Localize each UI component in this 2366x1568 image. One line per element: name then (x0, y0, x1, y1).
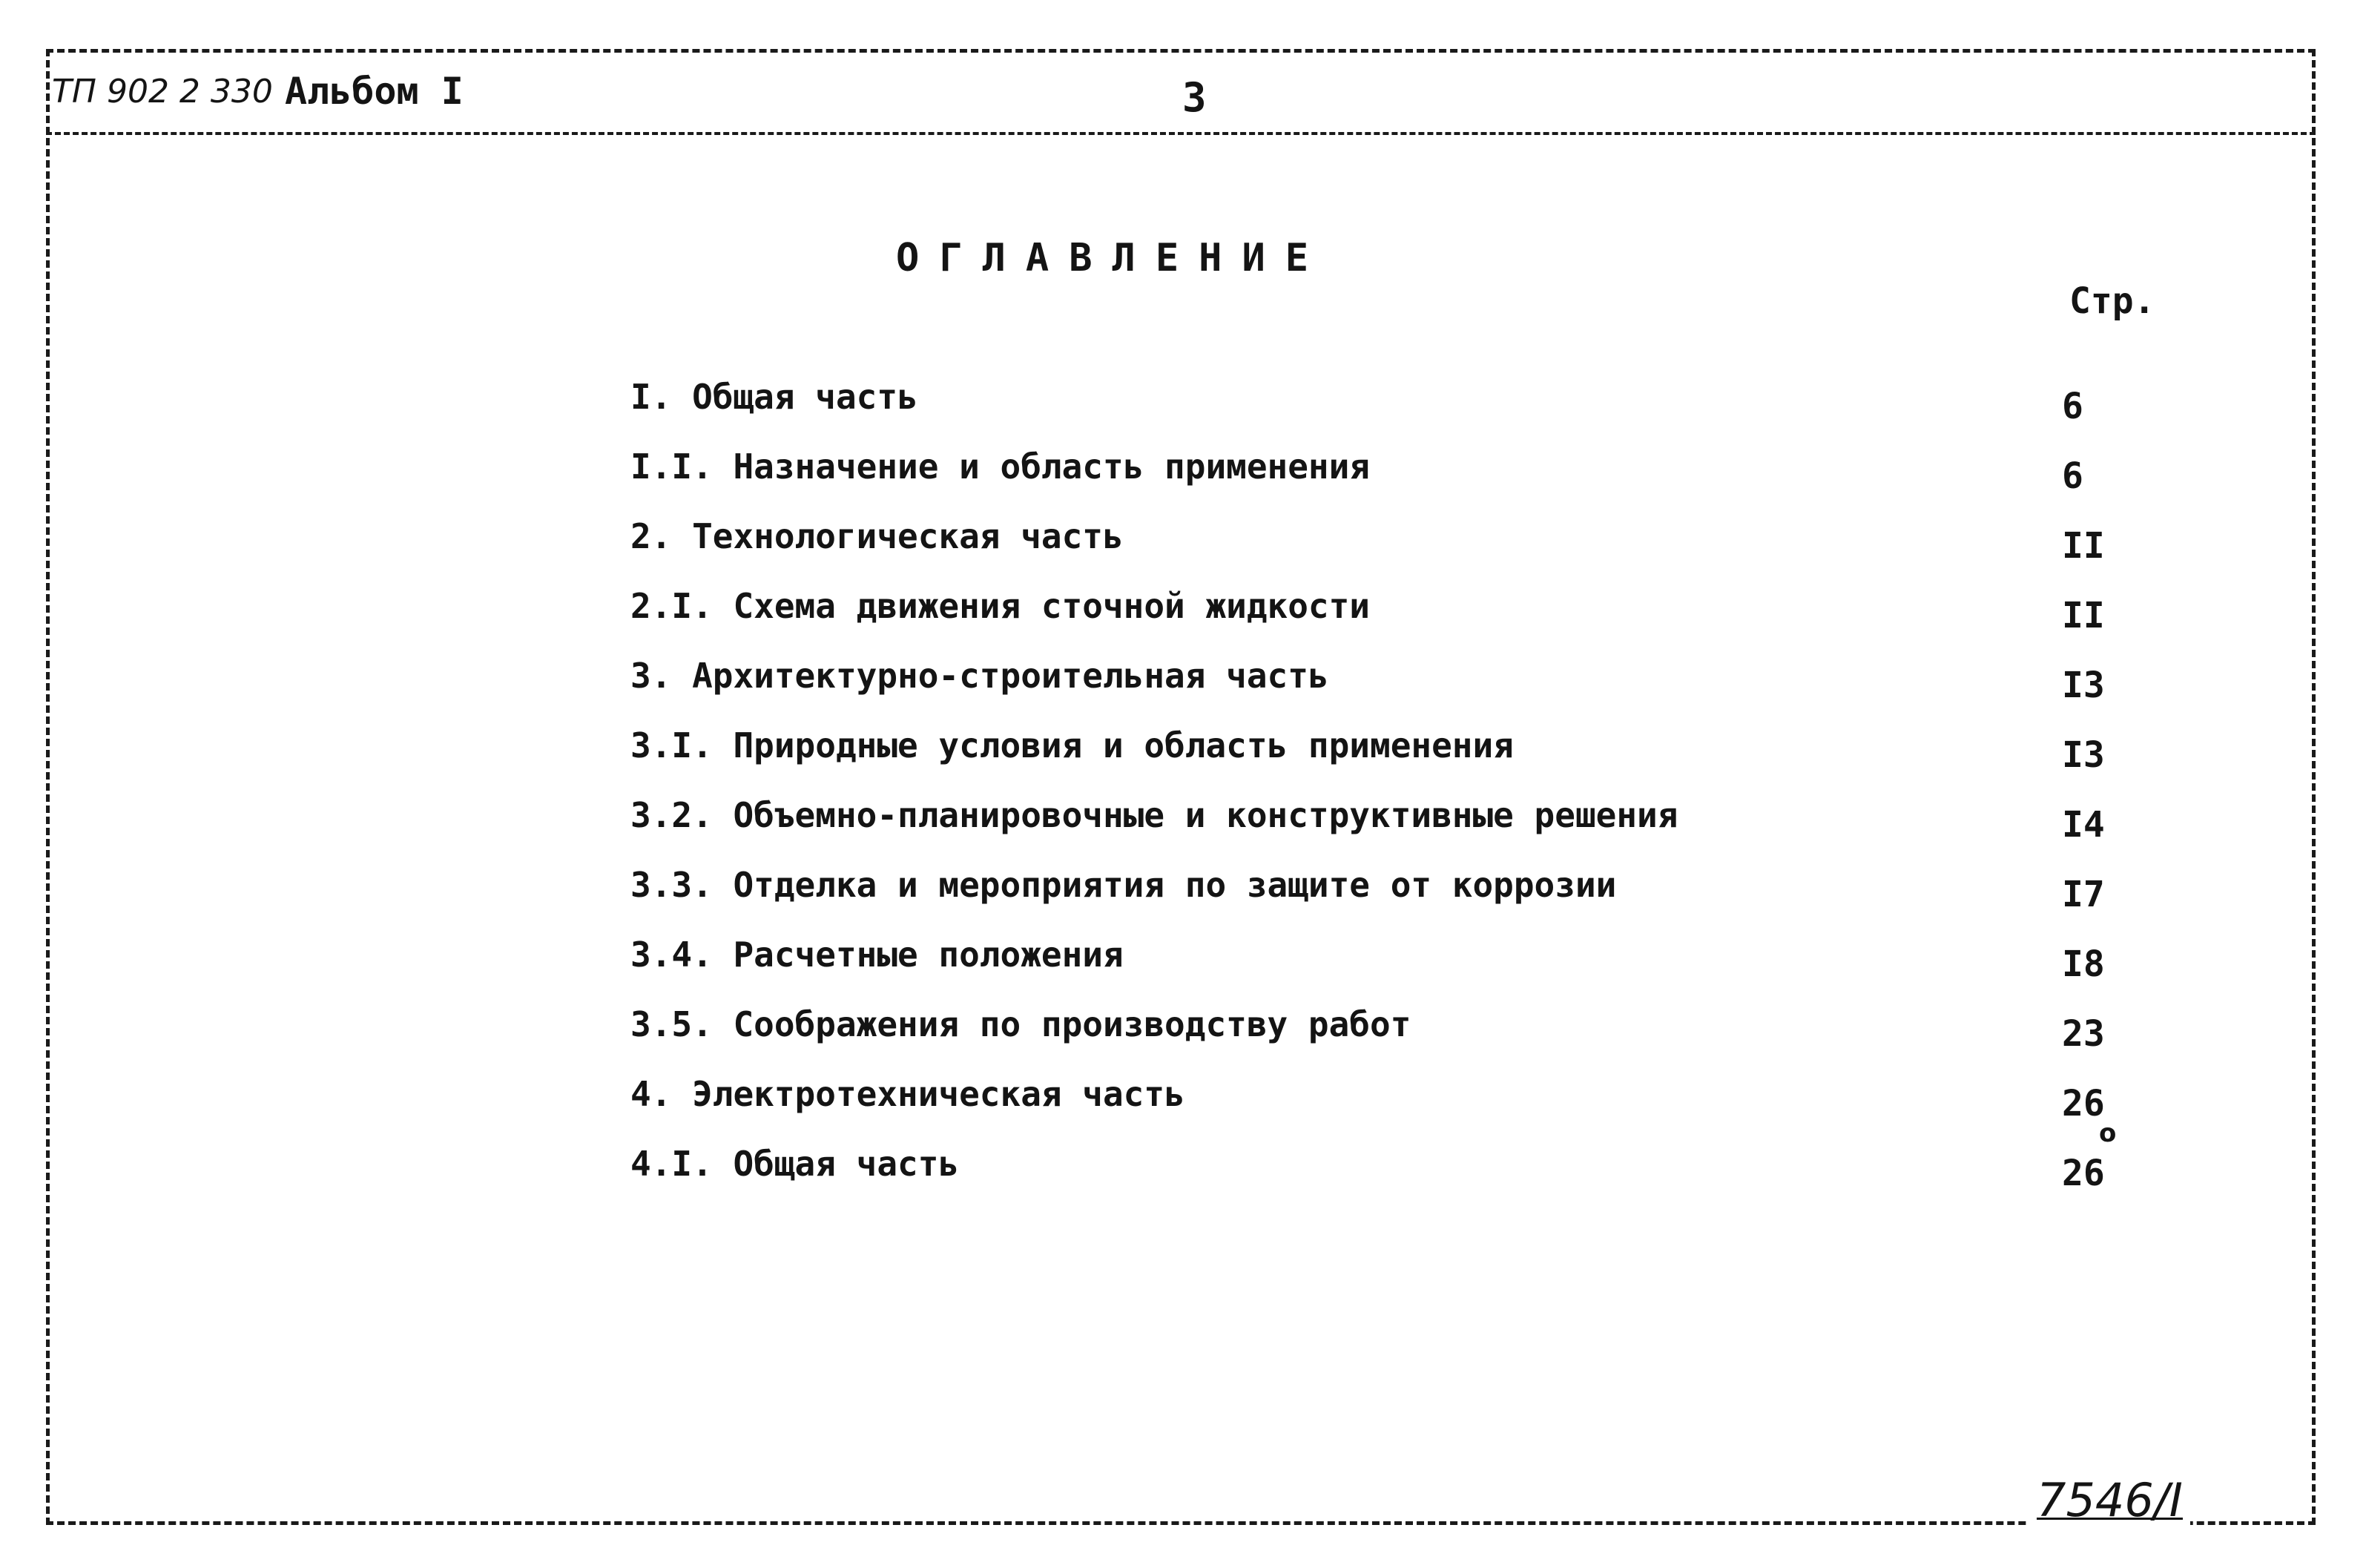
toc-entry (630, 516, 2143, 567)
toc-entry-label: I. Общая часть (630, 377, 918, 417)
inventory-number: 7546/I (2029, 1473, 2190, 1527)
toc-entry-page: II (2062, 525, 2105, 567)
page-number: 3 (1182, 74, 1207, 121)
toc-entry (630, 447, 2143, 497)
header-divider (46, 132, 2316, 135)
toc-entry-label: 3. Архитектурно-строительная часть (630, 656, 1329, 696)
toc-entry-page: 6 (2062, 386, 2083, 427)
toc-entry (630, 1074, 2143, 1124)
toc-entry-page: I4 (2062, 804, 2105, 846)
toc-entry (630, 725, 2143, 776)
toc-entry (630, 1144, 2143, 1194)
toc-entry-label: 2. Технологическая часть (630, 516, 1124, 556)
toc-entry-label: 3.4. Расчетные положения (630, 935, 1124, 975)
toc-entry (630, 586, 2143, 636)
toc-entry-label: 3.5. Соображения по производству работ (630, 1004, 1411, 1044)
toc-entry-label: 4.I. Общая часть (630, 1144, 960, 1184)
toc-entry-page: 6 (2062, 455, 2083, 497)
toc-entry-page: I7 (2062, 874, 2105, 915)
toc-entry-page: I3 (2062, 734, 2105, 776)
document-code: ТП 902 2 330 (52, 73, 273, 111)
toc-entry-page: 23 (2062, 1013, 2105, 1055)
toc-entry-page: II (2062, 595, 2105, 636)
toc-entry-label: 3.2. Объемно-планировочные и конструктивные решения (630, 795, 1678, 835)
toc-entry (630, 656, 2143, 706)
toc-entry-page: 26 (2062, 1083, 2105, 1124)
toc-entry-label: 3.I. Природные условия и область применения (630, 725, 1514, 765)
toc-entry (630, 377, 2143, 427)
album-label: Альбом I (285, 70, 464, 113)
toc-entry-label: I.I. Назначение и область применения (630, 447, 1370, 487)
page-column-header: Стр. (2069, 280, 2155, 322)
toc-entry-page: I8 (2062, 943, 2105, 985)
toc-entry-page: I3 (2062, 665, 2105, 706)
toc-title: ОГЛАВЛЕНИЕ (896, 236, 1329, 280)
toc-entry (630, 865, 2143, 915)
toc-entry-page: 26 (2062, 1153, 2105, 1194)
toc-entry (630, 1004, 2143, 1055)
toc-entry-label: 4. Электротехническая часть (630, 1074, 1185, 1114)
toc-entry (630, 795, 2143, 846)
toc-entry-label: 2.I. Схема движения сточной жидкости (630, 586, 1370, 626)
toc-entry-label: 3.3. Отделка и мероприятия по защите от коррозии (630, 865, 1617, 905)
margin-mark: o (2099, 1119, 2117, 1148)
toc-entry (630, 935, 2143, 985)
